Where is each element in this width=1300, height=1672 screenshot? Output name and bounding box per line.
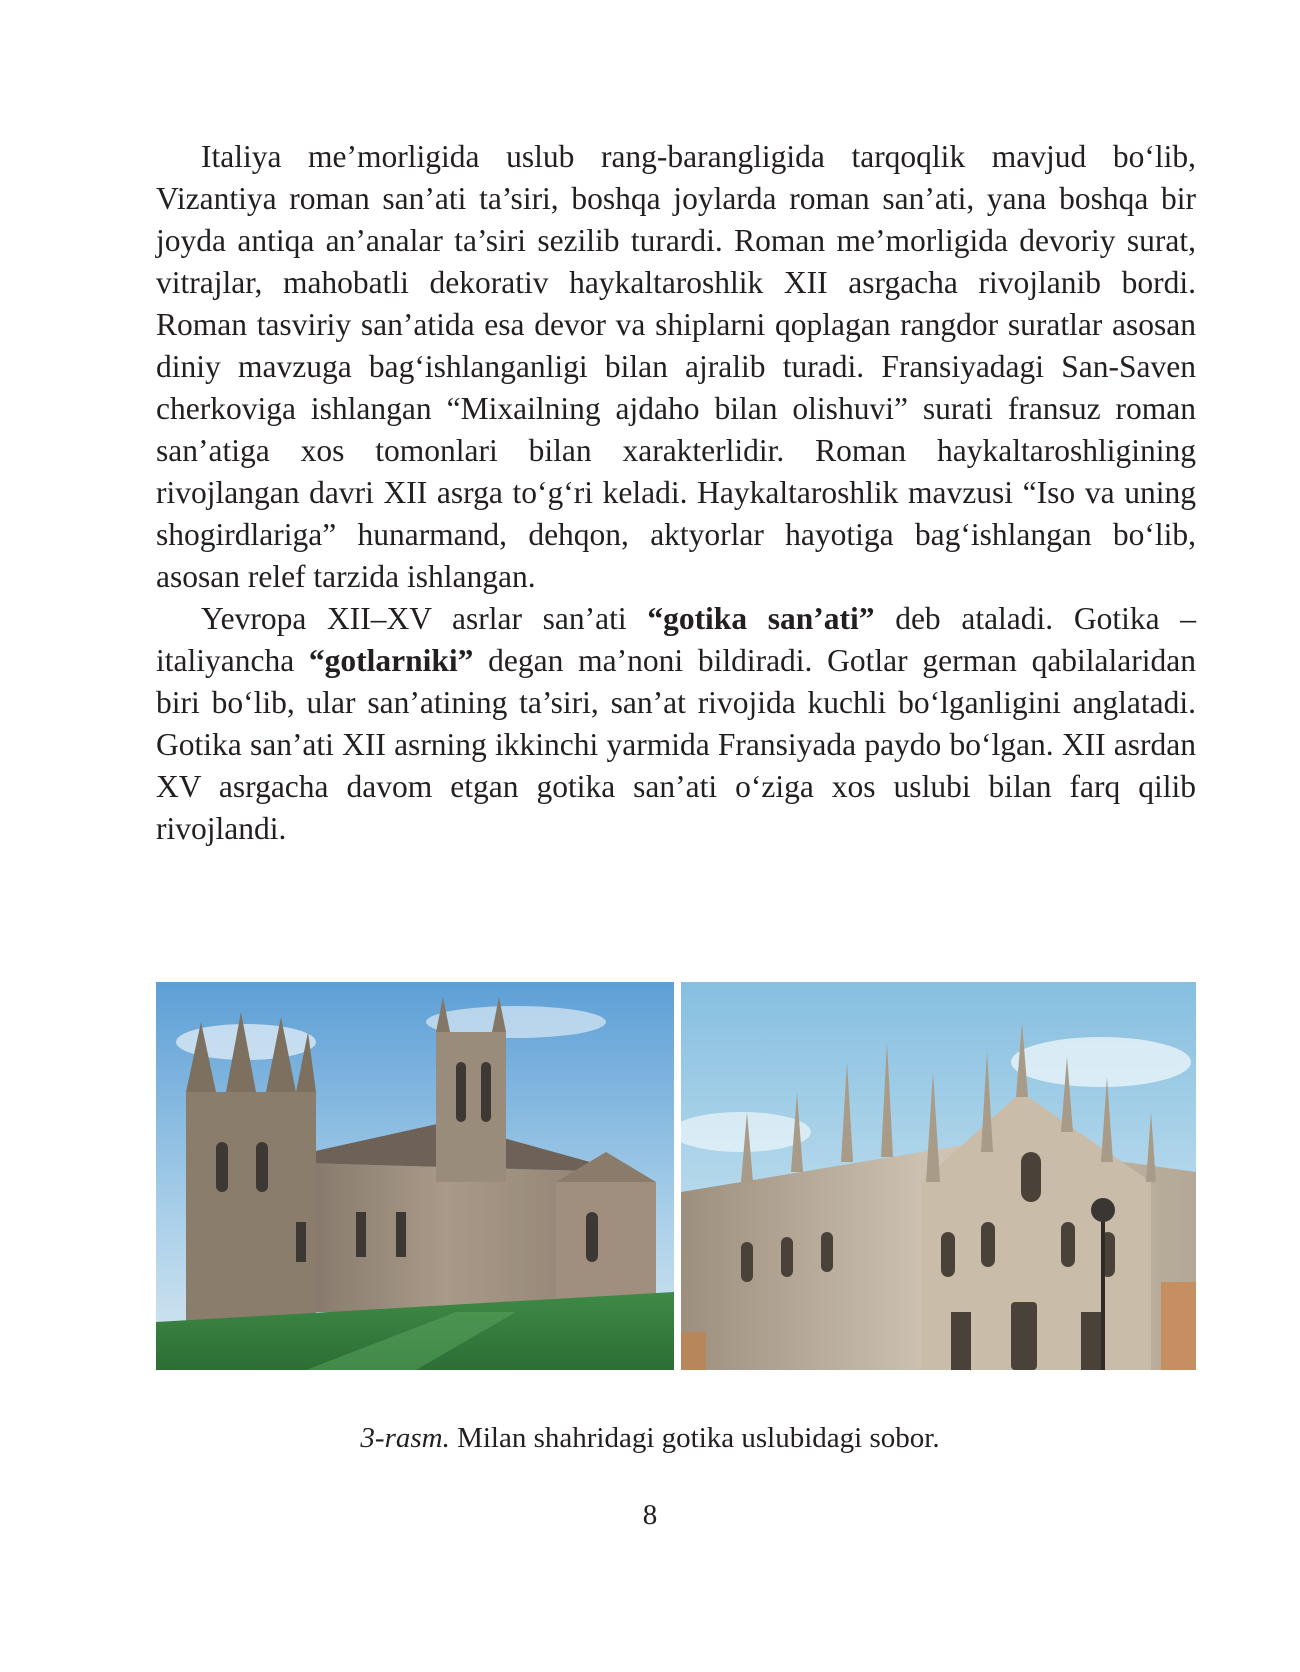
milan-cathedral-illustration [681, 982, 1196, 1370]
paragraph-2-part-3: degan ma’noni bildiradi. Gotlar german qabilalaridan biri bo‘lib, ular san’atining ta’siri, san’at rivojida kuchli bo‘lganligini anglatadi. Gotika san’ati XII asrning ikkinchi yarmida Fransiyada paydo bo‘lgan. XII asrdan XV asrgacha davom etgan gotika san’ati o‘ziga xos uslubi bilan farq qilib rivojlandi. [156, 643, 1196, 846]
page-number: 8 [642, 1499, 658, 1531]
cathedral-illustration-left [156, 982, 674, 1370]
paragraph-2 [156, 598, 1196, 850]
figure-label: 3-rasm. [360, 1422, 450, 1454]
milan-cathedral-photo [681, 982, 1196, 1370]
paragraph-2-part-1: Yevropa XII–XV asrlar san’ati [201, 601, 648, 636]
body-text [156, 136, 1196, 850]
paragraph-2-part-2: deb ataladi. Gotika – italiyancha [156, 601, 1196, 678]
figure-caption-text: Milan shahridagi gotika uslubidagi sobor. [449, 1422, 940, 1454]
term-gotika-sanati: “gotika san’ati” [647, 601, 875, 636]
figure-caption [0, 1420, 1300, 1456]
paragraph-1: Italiya me’morligida uslub rang-barangligida tarqoqlik mavjud bo‘lib, Vizantiya roman san’ati ta’siri, boshqa joylarda roman san’ati, yana boshqa bir joyda antiqa an’analar ta’siri sezilib turardi. Roman me’morligida devoriy surat, vitrajlar, mahobatli dekorativ haykaltaroshlik XII asrgacha rivojlanib bordi. Roman tasviriy san’atida esa devor va shiplarni qoplagan rangdor suratlar asosan diniy mavzuga bag‘ishlanganligi bilan ajralib turadi. Fransiyadagi San-Saven cherkoviga ishlangan “Mixailning ajdaho bilan olishuvi” surati fransuz roman san’atiga xos tomonlari bilan xarakterlidir. Roman haykaltaroshligining rivojlangan davri XII asrga to‘g‘ri keladi. Haykaltaroshlik mavzusi “Iso va uning shogirdlariga” hunarmand, dehqon, aktyorlar hayotiga bag‘ishlangan bo‘lib, asosan relef tarzida ishlangan. [156, 139, 1196, 594]
term-gotlarniki: “gotlarniki” [308, 643, 474, 678]
cathedral-photo-left [156, 982, 674, 1370]
